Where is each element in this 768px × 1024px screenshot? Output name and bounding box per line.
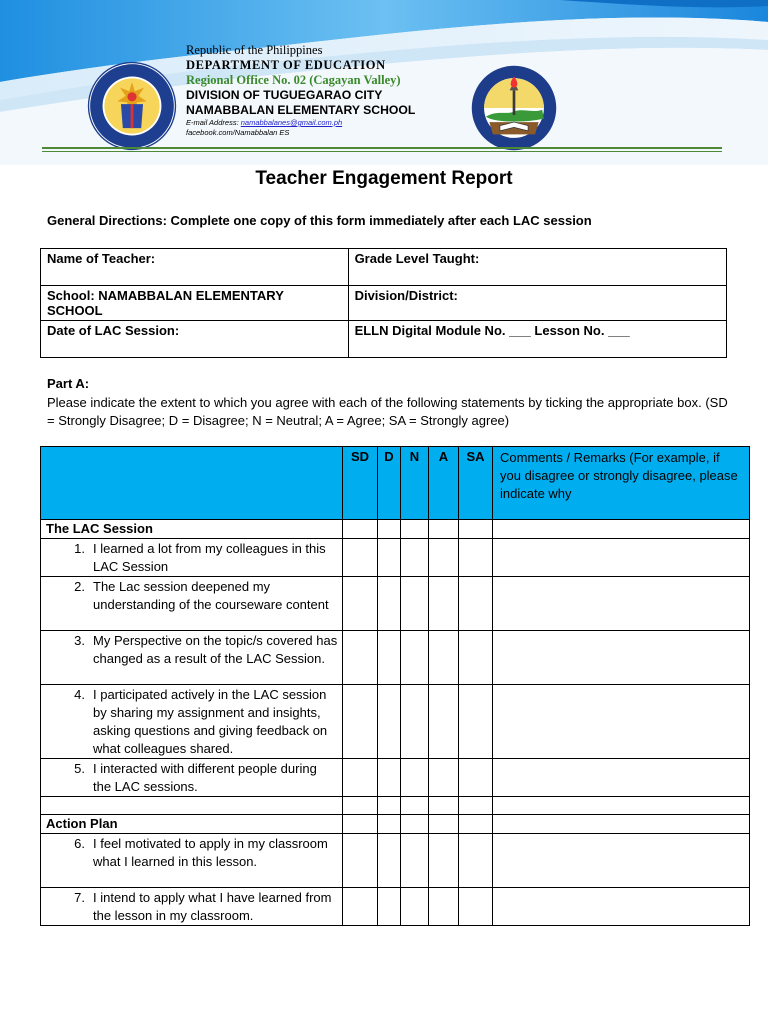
- n-checkbox[interactable]: [401, 759, 429, 797]
- a-checkbox[interactable]: [429, 685, 459, 759]
- sd-checkbox[interactable]: [343, 685, 378, 759]
- comment-field[interactable]: [493, 759, 750, 797]
- empty-cell: [459, 797, 493, 815]
- section-row: [41, 815, 750, 834]
- comment-cell: [493, 520, 750, 539]
- statement-text: The Lac session deepened my understanding of the courseware content: [93, 579, 329, 612]
- deped-seal-logo: [86, 60, 178, 152]
- sd-checkbox[interactable]: [343, 834, 378, 888]
- a-checkbox[interactable]: [429, 577, 459, 631]
- d-checkbox[interactable]: [378, 539, 401, 577]
- empty-cell: [401, 797, 429, 815]
- statement-cell: [41, 539, 343, 577]
- comment-field[interactable]: [493, 834, 750, 888]
- table-row: [41, 685, 750, 759]
- school-seal-logo: [470, 64, 558, 152]
- sd-checkbox[interactable]: [343, 631, 378, 685]
- header-statement-cell: [41, 447, 343, 520]
- rating-cell: [429, 520, 459, 539]
- sa-checkbox[interactable]: [459, 539, 493, 577]
- module-lesson-field[interactable]: ELLN Digital Module No. ___ Lesson No. ___: [348, 321, 726, 358]
- rating-cell: [378, 520, 401, 539]
- rating-cell: [459, 520, 493, 539]
- statement-cell: [41, 834, 343, 888]
- statement-number: 5.: [74, 761, 85, 776]
- statement-number: 6.: [74, 836, 85, 851]
- header-d: D: [378, 447, 401, 520]
- table-row: [41, 888, 750, 926]
- sa-checkbox[interactable]: [459, 685, 493, 759]
- email-line: [186, 118, 476, 128]
- part-a-instructions: Please indicate the extent to which you agree with each of the following statements by ticking the appropriate box. (SD = Strongly Disagree; D = Disagree; N = Neutral; A = Agree; SA = Strongly agree): [47, 395, 728, 428]
- rating-cell: [401, 520, 429, 539]
- survey-table: [40, 446, 750, 926]
- d-checkbox[interactable]: [378, 834, 401, 888]
- table-row: [41, 834, 750, 888]
- comment-field[interactable]: [493, 888, 750, 926]
- sa-checkbox[interactable]: [459, 577, 493, 631]
- table-header-row: [41, 447, 750, 520]
- statement-number: 1.: [74, 541, 85, 556]
- header-divider-top: [42, 147, 722, 149]
- n-checkbox[interactable]: [401, 539, 429, 577]
- department-text: DEPARTMENT OF EDUCATION: [186, 58, 386, 72]
- date-of-lac-field[interactable]: Date of LAC Session:: [41, 321, 349, 358]
- statement-cell: [41, 888, 343, 926]
- statement-number: 4.: [74, 687, 85, 702]
- statement-text: I learned a lot from my colleagues in this LAC Session: [93, 541, 326, 574]
- a-checkbox[interactable]: [429, 834, 459, 888]
- empty-cell: [378, 797, 401, 815]
- page-title: Teacher Engagement Report: [255, 168, 513, 189]
- a-checkbox[interactable]: [429, 539, 459, 577]
- empty-cell: [493, 797, 750, 815]
- table-row: [41, 759, 750, 797]
- header-sa: SA: [459, 447, 493, 520]
- statement-text: I intend to apply what I have learned from the lesson in my classroom.: [93, 890, 332, 923]
- d-checkbox[interactable]: [378, 685, 401, 759]
- comment-field[interactable]: [493, 685, 750, 759]
- header-divider-bottom: [42, 151, 722, 152]
- n-checkbox[interactable]: [401, 834, 429, 888]
- header-comments: Comments / Remarks (For example, if you disagree or strongly disagree, please indicate why: [493, 447, 750, 520]
- school-text: NAMABBALAN ELEMENTARY SCHOOL: [186, 103, 416, 117]
- spacer-row: [41, 797, 750, 815]
- rating-cell: [459, 815, 493, 834]
- statement-number: 2.: [74, 579, 85, 594]
- comment-field[interactable]: [493, 631, 750, 685]
- sa-checkbox[interactable]: [459, 759, 493, 797]
- comment-field[interactable]: [493, 539, 750, 577]
- table-row: [41, 577, 750, 631]
- rating-cell: [343, 520, 378, 539]
- email-link[interactable]: namabbalanes@gmail.com.ph: [240, 118, 343, 127]
- table-row: [41, 631, 750, 685]
- sd-checkbox[interactable]: [343, 759, 378, 797]
- letterhead: [186, 43, 476, 138]
- d-checkbox[interactable]: [378, 577, 401, 631]
- sd-checkbox[interactable]: [343, 539, 378, 577]
- a-checkbox[interactable]: [429, 888, 459, 926]
- section-title-action-plan: Action Plan: [41, 815, 343, 834]
- statement-text: I interacted with different people during the LAC sessions.: [93, 761, 317, 794]
- republic-text: Republic of the Philippines: [186, 43, 323, 57]
- sa-checkbox[interactable]: [459, 834, 493, 888]
- sa-checkbox[interactable]: [459, 888, 493, 926]
- statement-cell: [41, 685, 343, 759]
- empty-cell: [41, 797, 343, 815]
- name-of-teacher-field[interactable]: Name of Teacher:: [41, 249, 349, 286]
- d-checkbox[interactable]: [378, 631, 401, 685]
- empty-cell: [429, 797, 459, 815]
- statement-number: 3.: [74, 633, 85, 648]
- grade-level-field[interactable]: Grade Level Taught:: [348, 249, 726, 286]
- statement-number: 7.: [74, 890, 85, 905]
- n-checkbox[interactable]: [401, 577, 429, 631]
- region-text: Regional Office No. 02 (Cagayan Valley): [186, 73, 401, 87]
- sa-checkbox[interactable]: [459, 631, 493, 685]
- facebook-text: facebook.com/Namabbalan ES: [186, 128, 290, 137]
- school-field: School: NAMABBALAN ELEMENTARY SCHOOL: [41, 286, 349, 321]
- division-district-field[interactable]: Division/District:: [348, 286, 726, 321]
- statement-text: My Perspective on the topic/s covered has changed as a result of the LAC Session.: [93, 633, 338, 666]
- comment-cell: [493, 815, 750, 834]
- a-checkbox[interactable]: [429, 759, 459, 797]
- n-checkbox[interactable]: [401, 888, 429, 926]
- rating-cell: [378, 815, 401, 834]
- statement-text: I feel motivated to apply in my classroom what I learned in this lesson.: [93, 836, 328, 869]
- general-directions: General Directions: Complete one copy of this form immediately after each LAC session: [47, 213, 592, 228]
- n-checkbox[interactable]: [401, 685, 429, 759]
- statement-text: I participated actively in the LAC session by sharing my assignment and insights, asking questions and giving feedback on what colleagues shared.: [93, 687, 328, 756]
- d-checkbox[interactable]: [378, 759, 401, 797]
- n-checkbox[interactable]: [401, 631, 429, 685]
- email-label: E-mail Address:: [186, 118, 241, 127]
- statement-cell: [41, 631, 343, 685]
- comment-field[interactable]: [493, 577, 750, 631]
- teacher-info-table: [40, 248, 727, 358]
- section-title-lac-session: The LAC Session: [41, 520, 343, 539]
- d-checkbox[interactable]: [378, 888, 401, 926]
- header-n: N: [401, 447, 429, 520]
- statement-cell: [41, 577, 343, 631]
- section-row: [41, 520, 750, 539]
- rating-cell: [343, 815, 378, 834]
- header-a: A: [429, 447, 459, 520]
- rating-cell: [429, 815, 459, 834]
- sd-checkbox[interactable]: [343, 888, 378, 926]
- division-text: DIVISION OF TUGUEGARAO CITY: [186, 88, 383, 102]
- statement-cell: [41, 759, 343, 797]
- empty-cell: [343, 797, 378, 815]
- table-row: [41, 539, 750, 577]
- rating-cell: [401, 815, 429, 834]
- sd-checkbox[interactable]: [343, 577, 378, 631]
- part-a-label: Part A:: [47, 376, 90, 391]
- a-checkbox[interactable]: [429, 631, 459, 685]
- header-sd: SD: [343, 447, 378, 520]
